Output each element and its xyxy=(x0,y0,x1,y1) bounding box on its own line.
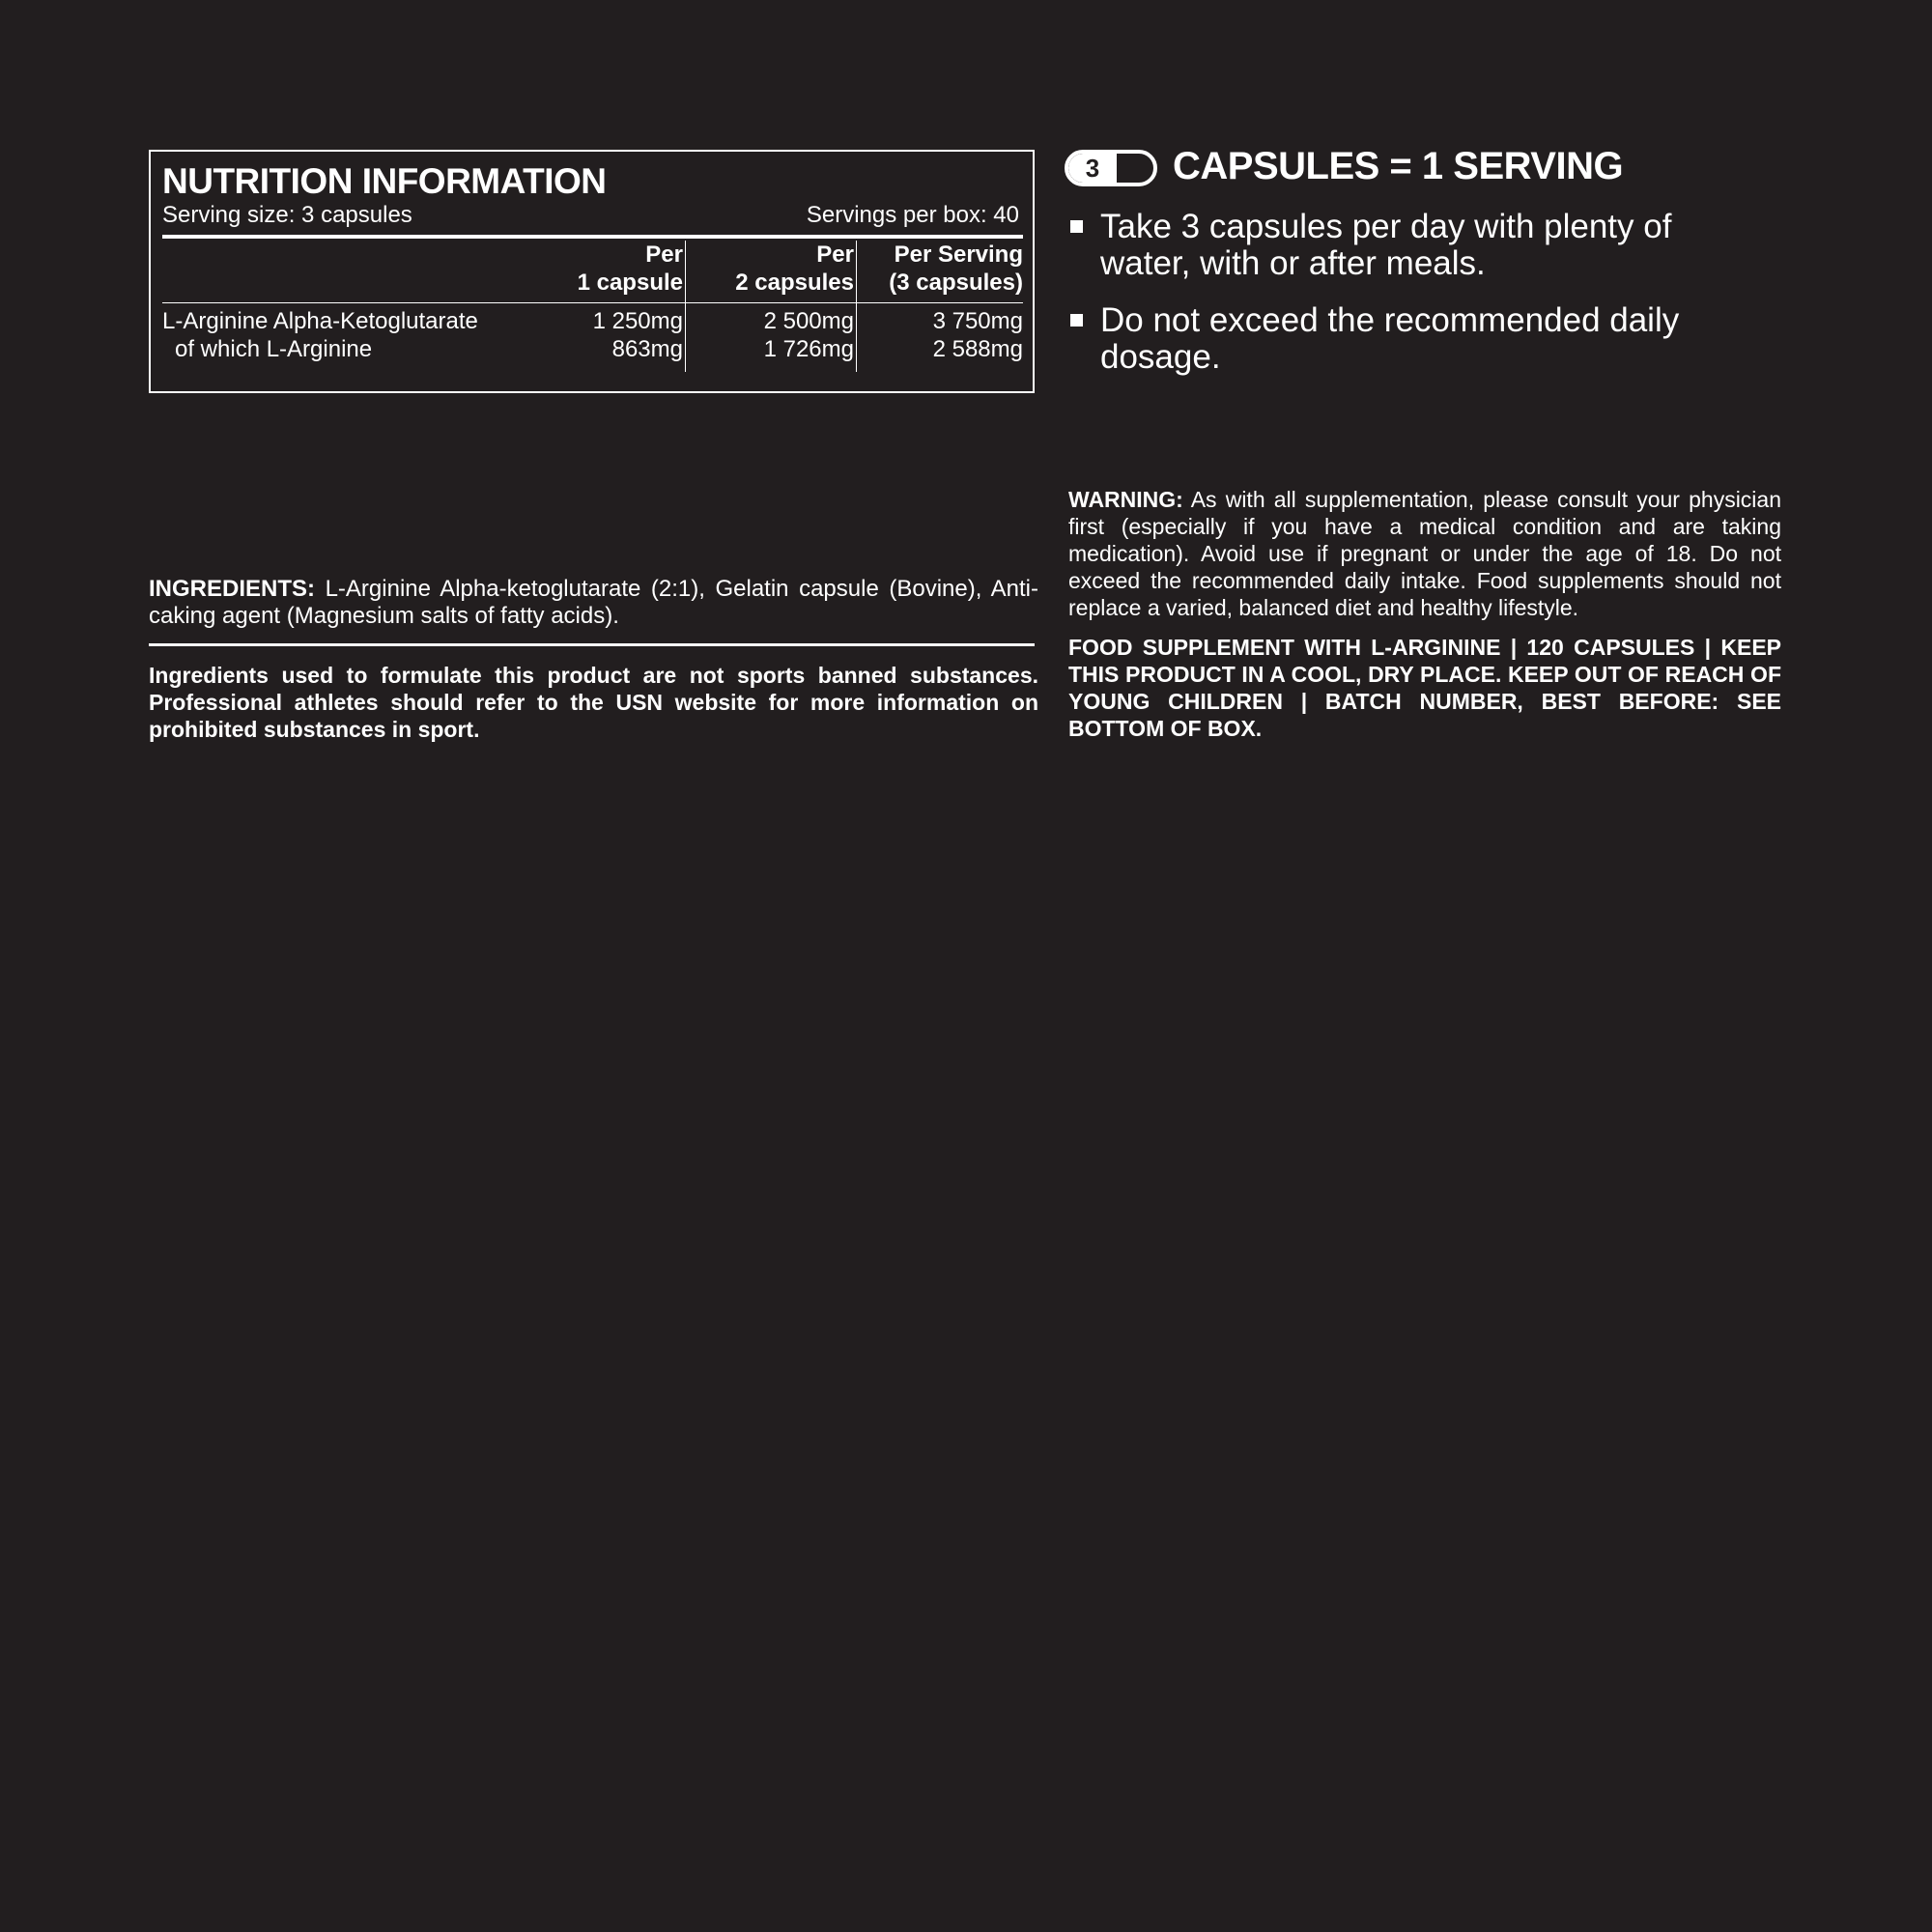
serving-size: Serving size: 3 capsules xyxy=(162,202,412,228)
table-cell: 863mg xyxy=(611,336,683,362)
serving-heading: CAPSULES = 1 SERVING xyxy=(1173,145,1624,187)
ingredients-label: INGREDIENTS: xyxy=(149,576,316,602)
table-cell: 1 250mg xyxy=(592,308,683,334)
warning-label: WARNING: xyxy=(1068,487,1183,512)
row-label: of which L-Arginine xyxy=(175,336,373,362)
column-header-rule xyxy=(162,302,1023,303)
bullet-icon xyxy=(1070,314,1083,327)
header-rule xyxy=(162,235,1023,239)
direction-item: Take 3 capsules per day with plenty of water, with or after meals. xyxy=(1100,208,1672,282)
column-header-per-2-capsules: Per 2 capsules xyxy=(735,242,854,296)
table-cell: 2 500mg xyxy=(763,308,854,334)
table-cell: 2 588mg xyxy=(932,336,1023,362)
capsule-icon xyxy=(1065,150,1157,186)
ingredients-body: L-Arginine Alpha-ketoglutarate (2:1), Gelatin capsule (Bovine), Anti-caking agent (Magnesium salts of fatty acids). xyxy=(149,576,1038,629)
warning-text xyxy=(1068,486,1781,621)
table-cell: 1 726mg xyxy=(763,336,854,362)
column-header-per-serving: Per Serving (3 capsules) xyxy=(889,242,1023,296)
divider xyxy=(149,643,1035,646)
table-cell: 3 750mg xyxy=(932,308,1023,334)
capsule-count: 3 xyxy=(1068,154,1117,183)
direction-item: Do not exceed the recommended daily dosage. xyxy=(1100,301,1680,376)
column-divider xyxy=(856,241,857,372)
ingredients-text xyxy=(149,576,1038,630)
storage-info: FOOD SUPPLEMENT WITH L-ARGININE | 120 CAPSULES | KEEP THIS PRODUCT IN A COOL, DRY PLACE. KEEP OUT OF REACH OF YOUNG CHILDREN | BATCH NUMBER, BEST BEFORE: SEE BOTTOM OF BOX. xyxy=(1068,635,1781,741)
warning-body: As with all supplementation, please consult your physician first (especially if you have a medical condition and are taking medication). Avoid use if pregnant or under the age of 18. Do not exceed the recommended daily intake. Food supplements should not replace a varied, balanced diet and healthy lifestyle. xyxy=(1068,487,1781,620)
column-header-per-1-capsule: Per 1 capsule xyxy=(577,242,683,296)
bullet-icon xyxy=(1070,220,1083,233)
servings-per-box: Servings per box: 40 xyxy=(806,202,1019,228)
column-divider xyxy=(685,241,686,372)
nutrition-panel xyxy=(149,150,1035,393)
row-label: L-Arginine Alpha-Ketoglutarate xyxy=(162,308,478,334)
banned-substances-note: Ingredients used to formulate this product are not sports banned substances. Professional athletes should refer to the USN website for more information on prohibited substances in sport. xyxy=(149,663,1038,742)
nutrition-title: NUTRITION INFORMATION xyxy=(162,161,607,201)
